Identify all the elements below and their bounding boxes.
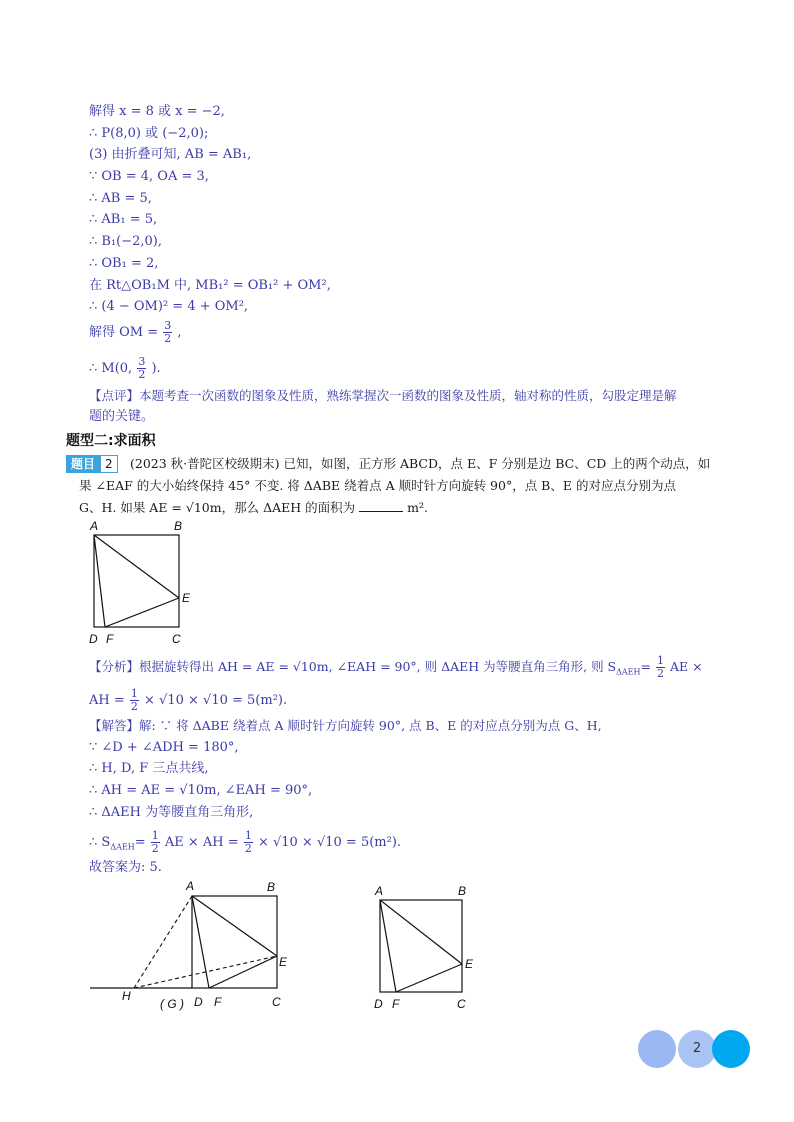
- segment-ae: [380, 900, 462, 964]
- label-g: ( G ): [160, 997, 184, 1011]
- text: 解得 OM =: [89, 325, 159, 340]
- decor-circle: [638, 1030, 676, 1068]
- solution-line: ∴ B₁(−2,0),: [89, 234, 163, 249]
- fraction: [163, 320, 172, 345]
- answer-blank: [359, 499, 403, 512]
- solution-line: ∴ AB = 5,: [89, 191, 152, 206]
- answer-line: [89, 830, 401, 856]
- label-c: C: [272, 995, 281, 1009]
- label-d: D: [89, 632, 98, 646]
- solution-line: [89, 320, 182, 345]
- segment-fe: [209, 956, 277, 988]
- text: m².: [407, 500, 428, 515]
- numerator: 1: [244, 829, 252, 842]
- label-a: A: [186, 879, 195, 893]
- square-abcd: [192, 896, 277, 988]
- segment-af: [192, 896, 209, 988]
- fraction: [244, 830, 253, 855]
- answer-line: ∴ H, D, F 三点共线,: [89, 761, 209, 776]
- label-a: A: [90, 519, 99, 533]
- problem-text: (2023 秋·普陀区校级期末) 已知，如图，正方形 ABCD，点 E、F 分别是边 BC、CD 上的两个动点，如: [130, 456, 711, 471]
- decor-circle: [712, 1030, 750, 1068]
- label-e: E: [465, 957, 474, 971]
- square-abcd: [94, 535, 179, 627]
- subscript: ΔAEH: [616, 667, 641, 677]
- section-title: 题型二:求面积: [66, 433, 156, 449]
- comment-line: 题的关键。: [89, 409, 155, 424]
- solution-line: ∵ OB = 4, OA = 3,: [89, 169, 209, 184]
- solution-line: [89, 356, 161, 381]
- problem-tag-number: 2: [100, 455, 118, 473]
- figure-square-abcd-copy: [368, 876, 488, 1016]
- answer-line: ∴ ΔAEH 为等腰直角三角形,: [89, 805, 254, 820]
- square-abcd: [380, 900, 462, 992]
- problem-tag: [66, 455, 118, 473]
- figure-rotation: [84, 876, 304, 1016]
- text: AH =: [89, 693, 125, 708]
- answer-line: ∵ ∠D + ∠ADH = 180°,: [89, 740, 239, 755]
- segment-fe: [396, 964, 462, 992]
- denominator: 2: [244, 842, 252, 855]
- analysis-line: [89, 688, 287, 713]
- answer-line: 故答案为: 5.: [89, 860, 162, 875]
- segment-af: [94, 535, 105, 627]
- solution-line: 在 Rt△OB₁M 中, MB₁² = OB₁² + OM²,: [89, 278, 331, 293]
- denominator: 2: [151, 842, 159, 855]
- denominator: 2: [130, 700, 138, 713]
- label-b: B: [174, 519, 183, 533]
- label-d: D: [374, 997, 383, 1011]
- numerator: 3: [164, 319, 172, 332]
- label-f: F: [214, 995, 222, 1009]
- segment-af: [380, 900, 396, 992]
- answer-line: 【解答】解: ∵ 将 ΔABE 绕着点 A 顺时针方向旋转 90°, 点 B、E 的对应点分别为点 G、H,: [89, 718, 602, 733]
- label-a: A: [375, 884, 384, 898]
- page-number: 2: [692, 1041, 702, 1056]
- denominator: 2: [138, 368, 146, 381]
- label-c: C: [457, 997, 466, 1011]
- text: ,: [177, 325, 182, 340]
- analysis-line: [89, 655, 703, 681]
- numerator: 1: [151, 829, 159, 842]
- numerator: 1: [130, 687, 138, 700]
- text: 【分析】根据旋转得出 AH = AE = √10m, ∠EAH = 90°, 则 ΔAEH 为等腰直角三角形, 则 S: [89, 659, 617, 674]
- text: G、H. 如果 AE = √10m，那么 ΔAEH 的面积为: [79, 500, 356, 515]
- segment-ah: [134, 896, 192, 988]
- solution-line: ∴ OB₁ = 2,: [89, 256, 159, 271]
- subscript: ΔAEH: [110, 842, 135, 852]
- label-h: H: [122, 989, 131, 1003]
- fraction: [137, 356, 146, 381]
- figure-square-abcd: [84, 516, 204, 648]
- answer-line: ∴ AH = AE = √10m, ∠EAH = 90°,: [89, 783, 313, 798]
- solution-line: 解得 x = 8 或 x = −2,: [89, 104, 225, 119]
- text: × √10 × √10 = 5(m²).: [144, 693, 288, 708]
- solution-line: ∴ (4 − OM)² = 4 + OM²,: [89, 299, 249, 314]
- problem-text: 果 ∠EAF 的大小始终保持 45° 不变. 将 ΔABE 绕着点 A 顺时针方向旋转 90°，点 B、E 的对应点分别为点: [79, 478, 676, 493]
- label-c: C: [172, 632, 181, 646]
- solution-line: ∴ P(8,0) 或 (−2,0);: [89, 126, 209, 141]
- text: ).: [151, 361, 161, 376]
- problem-text: [79, 499, 428, 516]
- solution-line: (3) 由折叠可知, AB = AB₁,: [89, 147, 252, 162]
- text: ∴ M(0,: [89, 361, 133, 376]
- text: AE × AH =: [164, 835, 239, 850]
- text: ∴ S: [89, 835, 111, 850]
- fraction: [130, 688, 139, 713]
- label-e: E: [279, 955, 288, 969]
- label-b: B: [267, 880, 276, 894]
- numerator: 3: [138, 355, 146, 368]
- segment-ae: [192, 896, 277, 956]
- comment-line: 【点评】本题考查一次函数的图象及性质，熟练掌握次一函数的图象及性质，轴对称的性质，勾股定理是解: [89, 388, 677, 403]
- text: AE ×: [669, 659, 703, 674]
- text: =: [640, 659, 651, 674]
- text: × √10 × √10 = 5(m²).: [257, 835, 402, 850]
- label-d: D: [194, 995, 203, 1009]
- text: =: [134, 835, 146, 850]
- denominator: 2: [656, 667, 664, 680]
- label-f: F: [392, 997, 400, 1011]
- problem-tag-label: 题目: [66, 455, 100, 473]
- segment-fe: [105, 598, 179, 627]
- segment-ae: [94, 535, 179, 598]
- label-e: E: [182, 591, 191, 605]
- label-b: B: [458, 884, 467, 898]
- numerator: 1: [656, 654, 664, 667]
- fraction: [151, 830, 160, 855]
- denominator: 2: [164, 332, 172, 345]
- fraction: [656, 655, 665, 680]
- label-f: F: [106, 632, 114, 646]
- solution-line: ∴ AB₁ = 5,: [89, 212, 158, 227]
- segment-he: [134, 956, 277, 988]
